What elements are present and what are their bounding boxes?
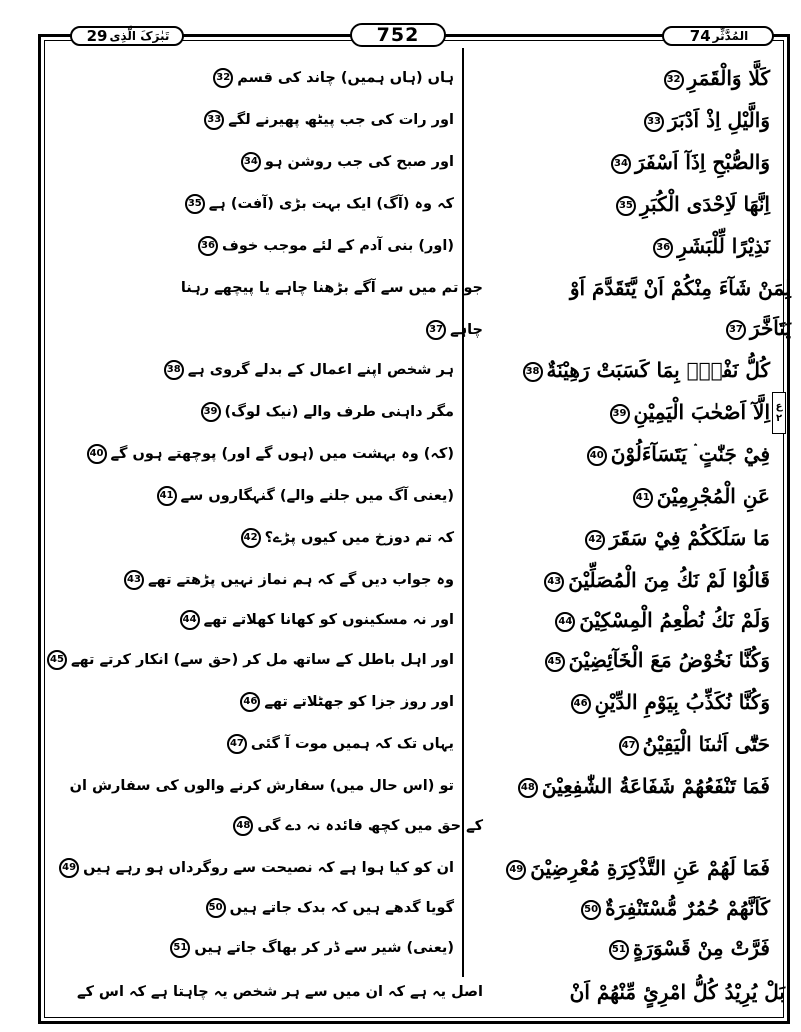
verse-number-marker: 50 [206,898,226,918]
verse-urdu: (کہ) وہ بہشت میں (ہوں گے اور) پوچھتے ہوں گے40 [58,434,454,474]
juz-label [70,26,184,46]
verse-number-marker: 33 [644,112,664,132]
verse-number-marker: 38 [164,360,184,380]
verse-row [60,928,770,968]
verse-number-marker: 34 [611,154,631,174]
verse-urdu-line2: چاہے37 [422,310,483,350]
verse-number-marker: 41 [157,486,177,506]
page-number [350,23,446,47]
verse-row [60,184,770,224]
verse-number-marker: 46 [240,692,260,712]
surah-number: 74 [689,27,711,45]
verse-number-marker: 49 [59,858,79,878]
verse-urdu: ہر شخص اپنے اعمال کے بدلے گروی ہے38 [58,350,454,390]
verse-number-marker: 43 [544,572,564,592]
verse-row [60,766,770,806]
verse-arabic: نَذِيْرًا لِّلْبَشَرِ36 [470,226,770,266]
verse-urdu: (یعنی آگ میں جلنے والے) گنہگاروں سے41 [58,476,454,516]
verse-number-marker: 40 [587,446,607,466]
verse-urdu: کہ تم دوزخ میں کیوں پڑے؟42 [58,518,454,558]
verse-arabic: مَا سَلَكَكُمْ فِيْ سَقَرَ42 [470,518,770,558]
verse-urdu: کہ وہ (آگ) ایک بہت بڑی (آفت) ہے35 [58,184,454,224]
verse-row [60,226,770,266]
verse-row [60,888,770,928]
verse-urdu: ہاں (ہاں ہمیں) چاند کی قسم32 [58,58,454,98]
verse-number-marker: 49 [506,860,526,880]
verse-urdu: (اور) بنی آدم کے لئے موجب خوف36 [58,226,454,266]
verse-number-marker: 48 [518,778,538,798]
verse-arabic: فَرَّتْ مِنْ قَسْوَرَةٍ51 [470,928,770,968]
verse-number-marker: 38 [523,362,543,382]
verse-row [60,518,770,558]
verse-urdu: اور صبح کی جب روشن ہو34 [58,142,454,182]
verse-arabic: عَنِ الْمُجْرِمِيْنَ41 [470,476,770,516]
surah-name: المُدَّثِّر [712,29,749,43]
verse-number-marker: 40 [87,444,107,464]
footer-arabic: بَلْ يُرِيْدُ كُلُّ امْرِئٍ مِّنْهُمْ اَنْ [569,980,785,1004]
verse-number-marker: 43 [124,570,144,590]
verse-number-marker: 35 [185,194,205,214]
verse-row [60,350,770,390]
verse-number-marker: 37 [426,320,446,340]
verse-number-marker: 45 [545,652,565,672]
verse-arabic: فِيْ جَنّٰتٍ ۛ يَتَسَآءَلُوْنَ40 [470,434,770,474]
verse-number-marker: 33 [204,110,224,130]
verse-number-marker: 51 [609,940,629,960]
verse-number-marker: 47 [619,736,639,756]
verse-urdu: اور روز جزا کو جھٹلاتے تھے46 [58,682,454,722]
verse-number-marker: 32 [664,70,684,90]
verse-number-marker: 32 [213,68,233,88]
verse-urdu: وہ جواب دیں گے کہ ہم نماز نہیں پڑھتے تھے43 [58,560,454,600]
verse-arabic-line2: يَتَاَخَّرَ37 [722,308,791,348]
verse-arabic: وَكُنَّا نَخُوْضُ مَعَ الْخَآئِضِيْنَ45 [470,640,770,680]
verse-number-marker: 42 [585,530,605,550]
verse-row [60,682,770,722]
verse-number-marker: 46 [571,694,591,714]
verse-number-marker: 51 [170,938,190,958]
verse-row [49,640,770,680]
verse-arabic: حَتّٰٓى اَتٰىنَا الْيَقِيْنُ47 [470,724,770,764]
verse-arabic: وَكُنَّا نُكَذِّبُ بِيَوْمِ الدِّيْنِ46 [470,682,770,722]
verse-number-marker: 50 [581,900,601,920]
footer-urdu: اصل یہ ہے کہ ان میں سے ہر شخص یہ چاہتا ہے کہ اس کے [76,984,483,1000]
verse-urdu: گویا گدھے ہیں کہ بدک جاتے ہیں50 [58,888,454,928]
verse-arabic: كَاَنَّهُمْ حُمُرٌ مُّسْتَنْفِرَةٌ50 [470,888,770,928]
ruku-marker [772,392,786,434]
verse-urdu: یہاں تک کہ ہمیں موت آ گئی47 [58,724,454,764]
ruku-marker-top: ع [775,401,783,412]
verse-number-marker: 39 [610,404,630,424]
verse-arabic: كَلَّا وَالْقَمَرِ32 [470,58,770,98]
verse-row [60,58,770,98]
juz-name: تَبٰرَکَ الَّذِی [109,29,170,43]
verse-number-marker: 44 [555,612,575,632]
verse-row [60,434,770,474]
verse-urdu: اور رات کی جب پیٹھ پھیرنے لگے33 [58,100,454,140]
verse-urdu-line1: جو تم میں سے آگے بڑھنا چاہے یا پیچھے رہنا [180,280,483,296]
verse-arabic: وَلَمْ نَكُ نُطْعِمُ الْمِسْكِيْنَ44 [470,600,770,640]
verse-number-marker: 35 [616,196,636,216]
verse-number-marker: 45 [47,650,67,670]
verse-row [60,848,770,888]
verse-number-marker: 47 [227,734,247,754]
verse-row [60,600,770,640]
verse-number-marker: 39 [201,402,221,422]
verse-arabic: كُلُّ نَفْسٍۢ بِمَا كَسَبَتْ رَهِيْنَةٌ38 [470,350,770,390]
verse-arabic: اِنَّهَا لَاِحْدَى الْكُبَرِ35 [470,184,770,224]
verse-urdu-line1: تو (اس حال میں) سفارش کرنے والوں کی سفارش ان [69,778,454,794]
verse-number-marker: 36 [653,238,673,258]
verse-number-marker: 34 [241,152,261,172]
verse-number-marker: 42 [241,528,261,548]
verse-row [60,392,770,432]
verse-arabic-line1: لِمَنْ شَآءَ مِنْكُمْ اَنْ يَّتَقَدَّمَ اَوْ [569,276,791,300]
verse-number-marker: 41 [633,488,653,508]
verse-number-marker: 44 [180,610,200,630]
verse-number-marker: 37 [726,320,746,340]
verse-arabic: اِلَّآ اَصْحٰبَ الْيَمِيْنِ39 [470,392,770,432]
verse-row [60,142,770,182]
verse-urdu: ان کو کیا ہوا ہے کہ نصیحت سے روگرداں ہو رہے ہیں49 [58,848,454,888]
verse-urdu: اور اہل باطل کے ساتھ مل کر (حق سے) انکار کرتے تھے45 [58,640,454,680]
verse-number-marker: 36 [198,236,218,256]
verse-row [60,560,770,600]
verse-row [60,476,770,516]
verse-arabic: فَمَا لَهُمْ عَنِ التَّذْكِرَةِ مُعْرِضِيْنَ49 [470,848,770,888]
verse-urdu-line2: کے حق میں کچھ فائدہ نہ دے گی48 [229,806,483,846]
page-number-text: 752 [376,24,420,46]
ruku-marker-bottom: ۲ [775,413,783,424]
verse-arabic: قَالُوْا لَمْ نَكُ مِنَ الْمُصَلِّيْنَ43 [470,560,770,600]
verse-arabic: وَالَّيْلِ اِذْ اَدْبَرَ33 [470,100,770,140]
verse-row [60,100,770,140]
verse-urdu: مگر داہنی طرف والے (نیک لوگ)39 [58,392,454,432]
juz-number: 29 [86,27,108,45]
verse-urdu: اور نہ مسکینوں کو کھانا کھلاتے تھے44 [58,600,454,640]
verse-urdu: (یعنی) شیر سے ڈر کر بھاگ جاتے ہیں51 [58,928,454,968]
verse-number-marker: 48 [233,816,253,836]
verse-arabic: فَمَا تَنْفَعُهُمْ شَفَاعَةُ الشّٰفِعِيْنَ48 [470,766,770,806]
verse-row [60,724,770,764]
surah-label [662,26,774,46]
verse-arabic: وَالصُّبْحِ اِذَآ اَسْفَرَ34 [470,142,770,182]
